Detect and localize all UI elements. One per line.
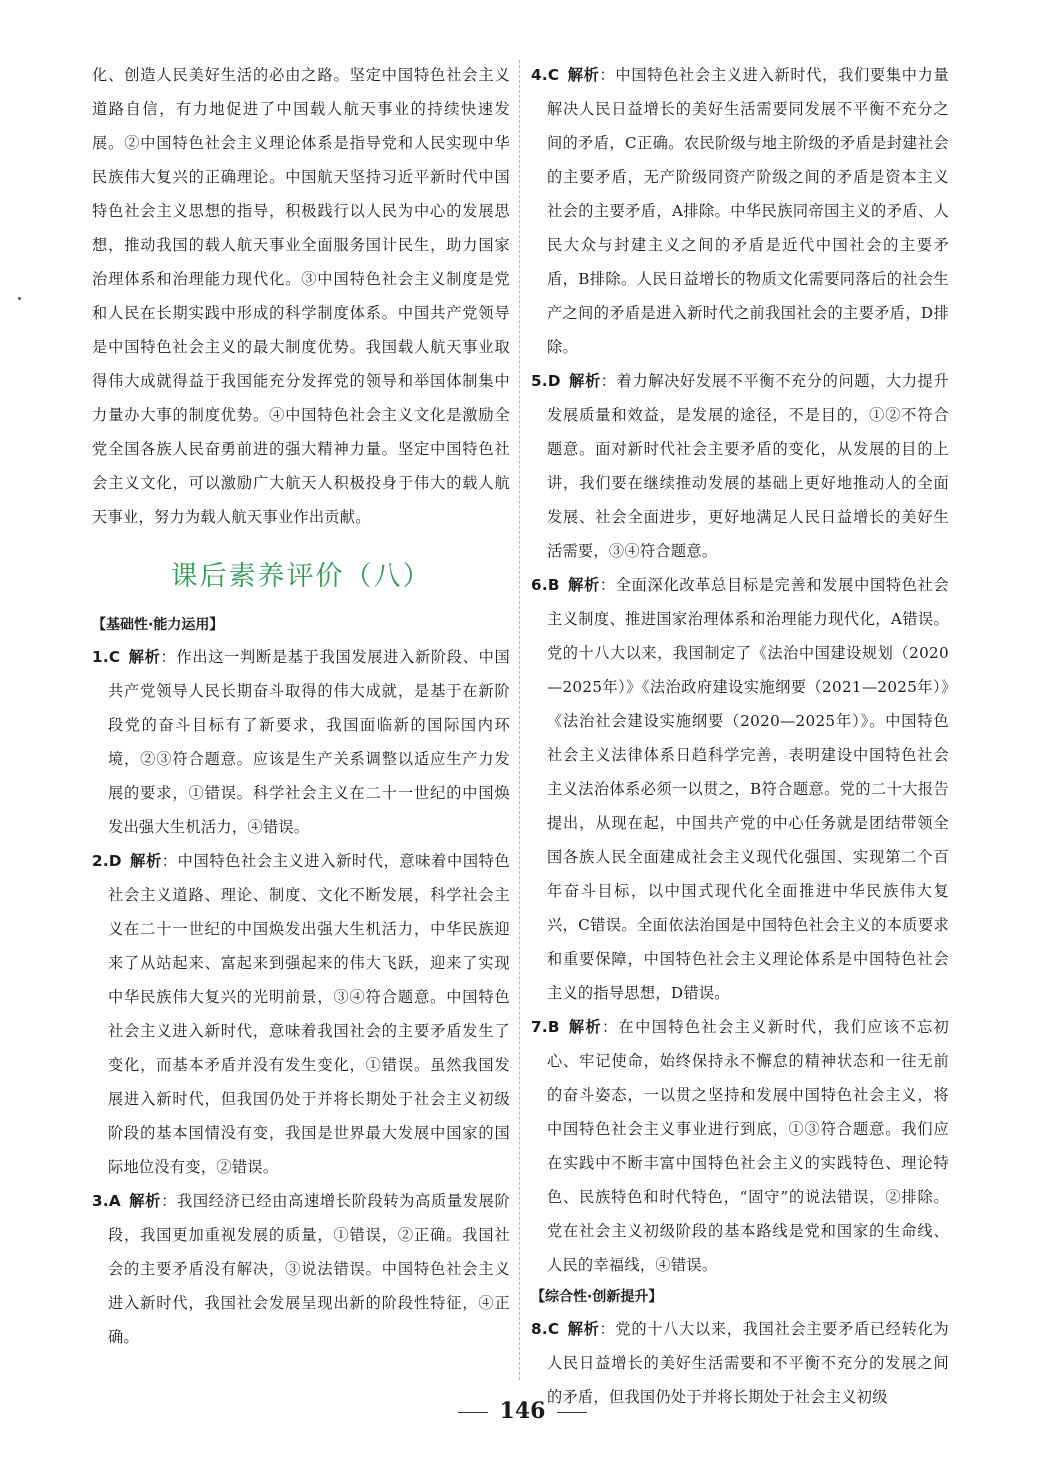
answer-item bbox=[92, 640, 510, 844]
scan-speck bbox=[18, 297, 21, 300]
page-number: 146 bbox=[499, 1398, 546, 1424]
left-column bbox=[92, 58, 510, 1354]
analysis-label: 解析 bbox=[128, 1192, 162, 1210]
analysis-text: ：党的十八大以来，我国社会主要矛盾已经转化为人民日益增长的美好生活需要和不平衡不充分的发展之间的矛盾，但我国仍处于并将长期处于社会主义初级 bbox=[546, 1320, 949, 1406]
page-footer bbox=[0, 1398, 1045, 1424]
analysis-text: ：全面深化改革总目标是完善和发展中国特色社会主义制度、推进国家治理体系和治理能力现代化，A错误。党的十八大以来，我国制定了《法治中国建设规划（2020—2025年）》《法治政府建设实施纲要（2021—2025年）》《法治社会建设实施纲要（2020—2025年）》。中国特色社会主义法律体系日趋科学完善，表明建设中国特色社会主义法治体系必须一以贯之，B符合题意。党的二十大报告提出，从现在起，中国共产党的中心任务就是团结带领全国各族人民全面建成社会主义现代化强国、实现第二个百年奋斗目标，以中国式现代化全面推进中华民族伟大复兴，C错误。全面依法治国是中国特色社会主义的本质要求和重要保障，中国特色社会主义理论体系是中国特色社会主义的指导思想，D错误。 bbox=[546, 576, 949, 1002]
answer-item bbox=[92, 844, 510, 1184]
answer-number: 8.C bbox=[531, 1320, 560, 1338]
right-column bbox=[531, 58, 949, 1414]
answer-number: 5.D bbox=[531, 372, 561, 390]
sub-heading-comprehensive: 【综合性·创新提升】 bbox=[531, 1289, 663, 1305]
analysis-label: 解析 bbox=[129, 852, 162, 870]
analysis-label: 解析 bbox=[567, 576, 600, 594]
left-answer-list bbox=[92, 640, 510, 1354]
answer-number: 7.B bbox=[531, 1018, 560, 1036]
analysis-label: 解析 bbox=[567, 1018, 602, 1036]
analysis-text: ：作出这一判断是基于我国发展进入新阶段、中国共产党领导人民长期奋斗取得的伟大成就，是基于在新阶段党的奋斗目标有了新要求，我国面临新的国际国内环境，②③符合题意。应该是生产关系调整以适应生产力发展的要求，①错误。科学社会主义在二十一世纪的中国焕发出强大生机活力，④错误。 bbox=[107, 648, 510, 836]
answer-item bbox=[92, 1184, 510, 1354]
footer-dash-right bbox=[557, 1412, 587, 1413]
column-divider bbox=[519, 60, 520, 1380]
footer-dash-left bbox=[458, 1412, 488, 1413]
answer-number: 1.C bbox=[92, 648, 121, 666]
answer-number: 4.C bbox=[531, 66, 560, 84]
analysis-text: ：中国特色社会主义进入新时代，我们要集中力量解决人民日益增长的美好生活需要同发展不平衡不充分之间的矛盾，C正确。农民阶级与地主阶级的矛盾是封建社会的主要矛盾，无产阶级同资产阶级之间的矛盾是资本主义社会的主要矛盾，A排除。中华民族同帝国主义的矛盾、人民大众与封建主义之间的矛盾是近代中国社会的主要矛盾，B排除。人民日益增长的物质文化需要同落后的社会生产之间的矛盾是进入新时代之前我国社会的主要矛盾，D排除。 bbox=[546, 66, 949, 356]
analysis-label: 解析 bbox=[567, 66, 600, 84]
answer-number: 2.D bbox=[92, 852, 122, 870]
analysis-text: ：在中国特色社会主义新时代，我们应该不忘初心、牢记使命，始终保持永不懈怠的精神状态和一往无前的奋斗姿态，一以贯之坚持和发展中国特色社会主义，将中国特色社会主义事业进行到底，①③符合题意。我们应在实践中不断丰富中国特色社会主义的实践特色、理论特色、民族特色和时代特色，“固守”的说法错误，②排除。党在社会主义初级阶段的基本路线是党和国家的生命线、人民的幸福线，④错误。 bbox=[546, 1018, 949, 1274]
answer-item bbox=[531, 568, 949, 1010]
answer-number: 3.A bbox=[92, 1192, 121, 1210]
answer-number: 6.B bbox=[531, 576, 560, 594]
answer-item bbox=[531, 58, 949, 364]
sub-heading-basic: 【基础性·能力运用】 bbox=[92, 617, 224, 633]
answer-item bbox=[531, 1010, 949, 1282]
right-answer-list-a bbox=[531, 58, 949, 1282]
analysis-label: 解析 bbox=[568, 372, 601, 390]
analysis-label: 解析 bbox=[128, 648, 161, 666]
analysis-text: ：中国特色社会主义进入新时代，意味着中国特色社会主义道路、理论、制度、文化不断发展，科学社会主义在二十一世纪的中国焕发出强大生机活力，中华民族迎来了从站起来、富起来到强起来的伟大飞跃，迎来了实现中华民族伟大复兴的光明前景，③④符合题意。中国特色社会主义进入新时代，意味着我国社会的主要矛盾发生了变化，而基本矛盾并没有发生变化，①错误。虽然我国发展进入新时代，但我国仍处于并将长期处于社会主义初级阶段的基本国情没有变，我国是世界最大发展中国家的国际地位没有变，②错误。 bbox=[107, 852, 510, 1176]
section-title: 课后素养评价（八） bbox=[170, 561, 432, 592]
answer-item bbox=[531, 364, 949, 568]
analysis-text: ：着力解决好发展不平衡不充分的问题，大力提升发展质量和效益，是发展的途径，不是目的，①②不符合题意。面对新时代社会主要矛盾的变化，从发展的目的上讲，我们要在继续推动发展的基础上更好地推动人的全面发展、社会全面进步，更好地满足人民日益增长的美好生活需要，③④符合题意。 bbox=[546, 372, 949, 560]
intro-paragraph: 化、创造人民美好生活的必由之路。坚定中国特色社会主义道路自信，有力地促进了中国载人航天事业的持续快速发展。②中国特色社会主义理论体系是指导党和人民实现中华民族伟大复兴的正确理论。中国航天坚持习近平新时代中国特色社会主义思想的指导，积极践行以人民为中心的发展思想，推动我国的载人航天事业全面服务国计民生，助力国家治理体系和治理能力现代化。③中国特色社会主义制度是党和人民在长期实践中形成的科学制度体系。中国共产党领导是中国特色社会主义的最大制度优势。我国载人航天事业取得伟大成就得益于我国能充分发挥党的领导和举国体制集中力量办大事的制度优势。④中国特色社会主义文化是激励全党全国各族人民奋勇前进的强大精神力量。坚定中国特色社会主义文化，可以激励广大航天人积极投身于伟大的载人航天事业，努力为载人航天事业作出贡献。 bbox=[92, 66, 510, 526]
analysis-text: ：我国经济已经由高速增长阶段转为高质量发展阶段，我国更加重视发展的质量，①错误，②正确。我国社会的主要矛盾没有解决，③说法错误。中国特色社会主义进入新时代，我国社会发展呈现出新的阶段性特征，④正确。 bbox=[107, 1192, 510, 1346]
analysis-label: 解析 bbox=[567, 1320, 600, 1338]
